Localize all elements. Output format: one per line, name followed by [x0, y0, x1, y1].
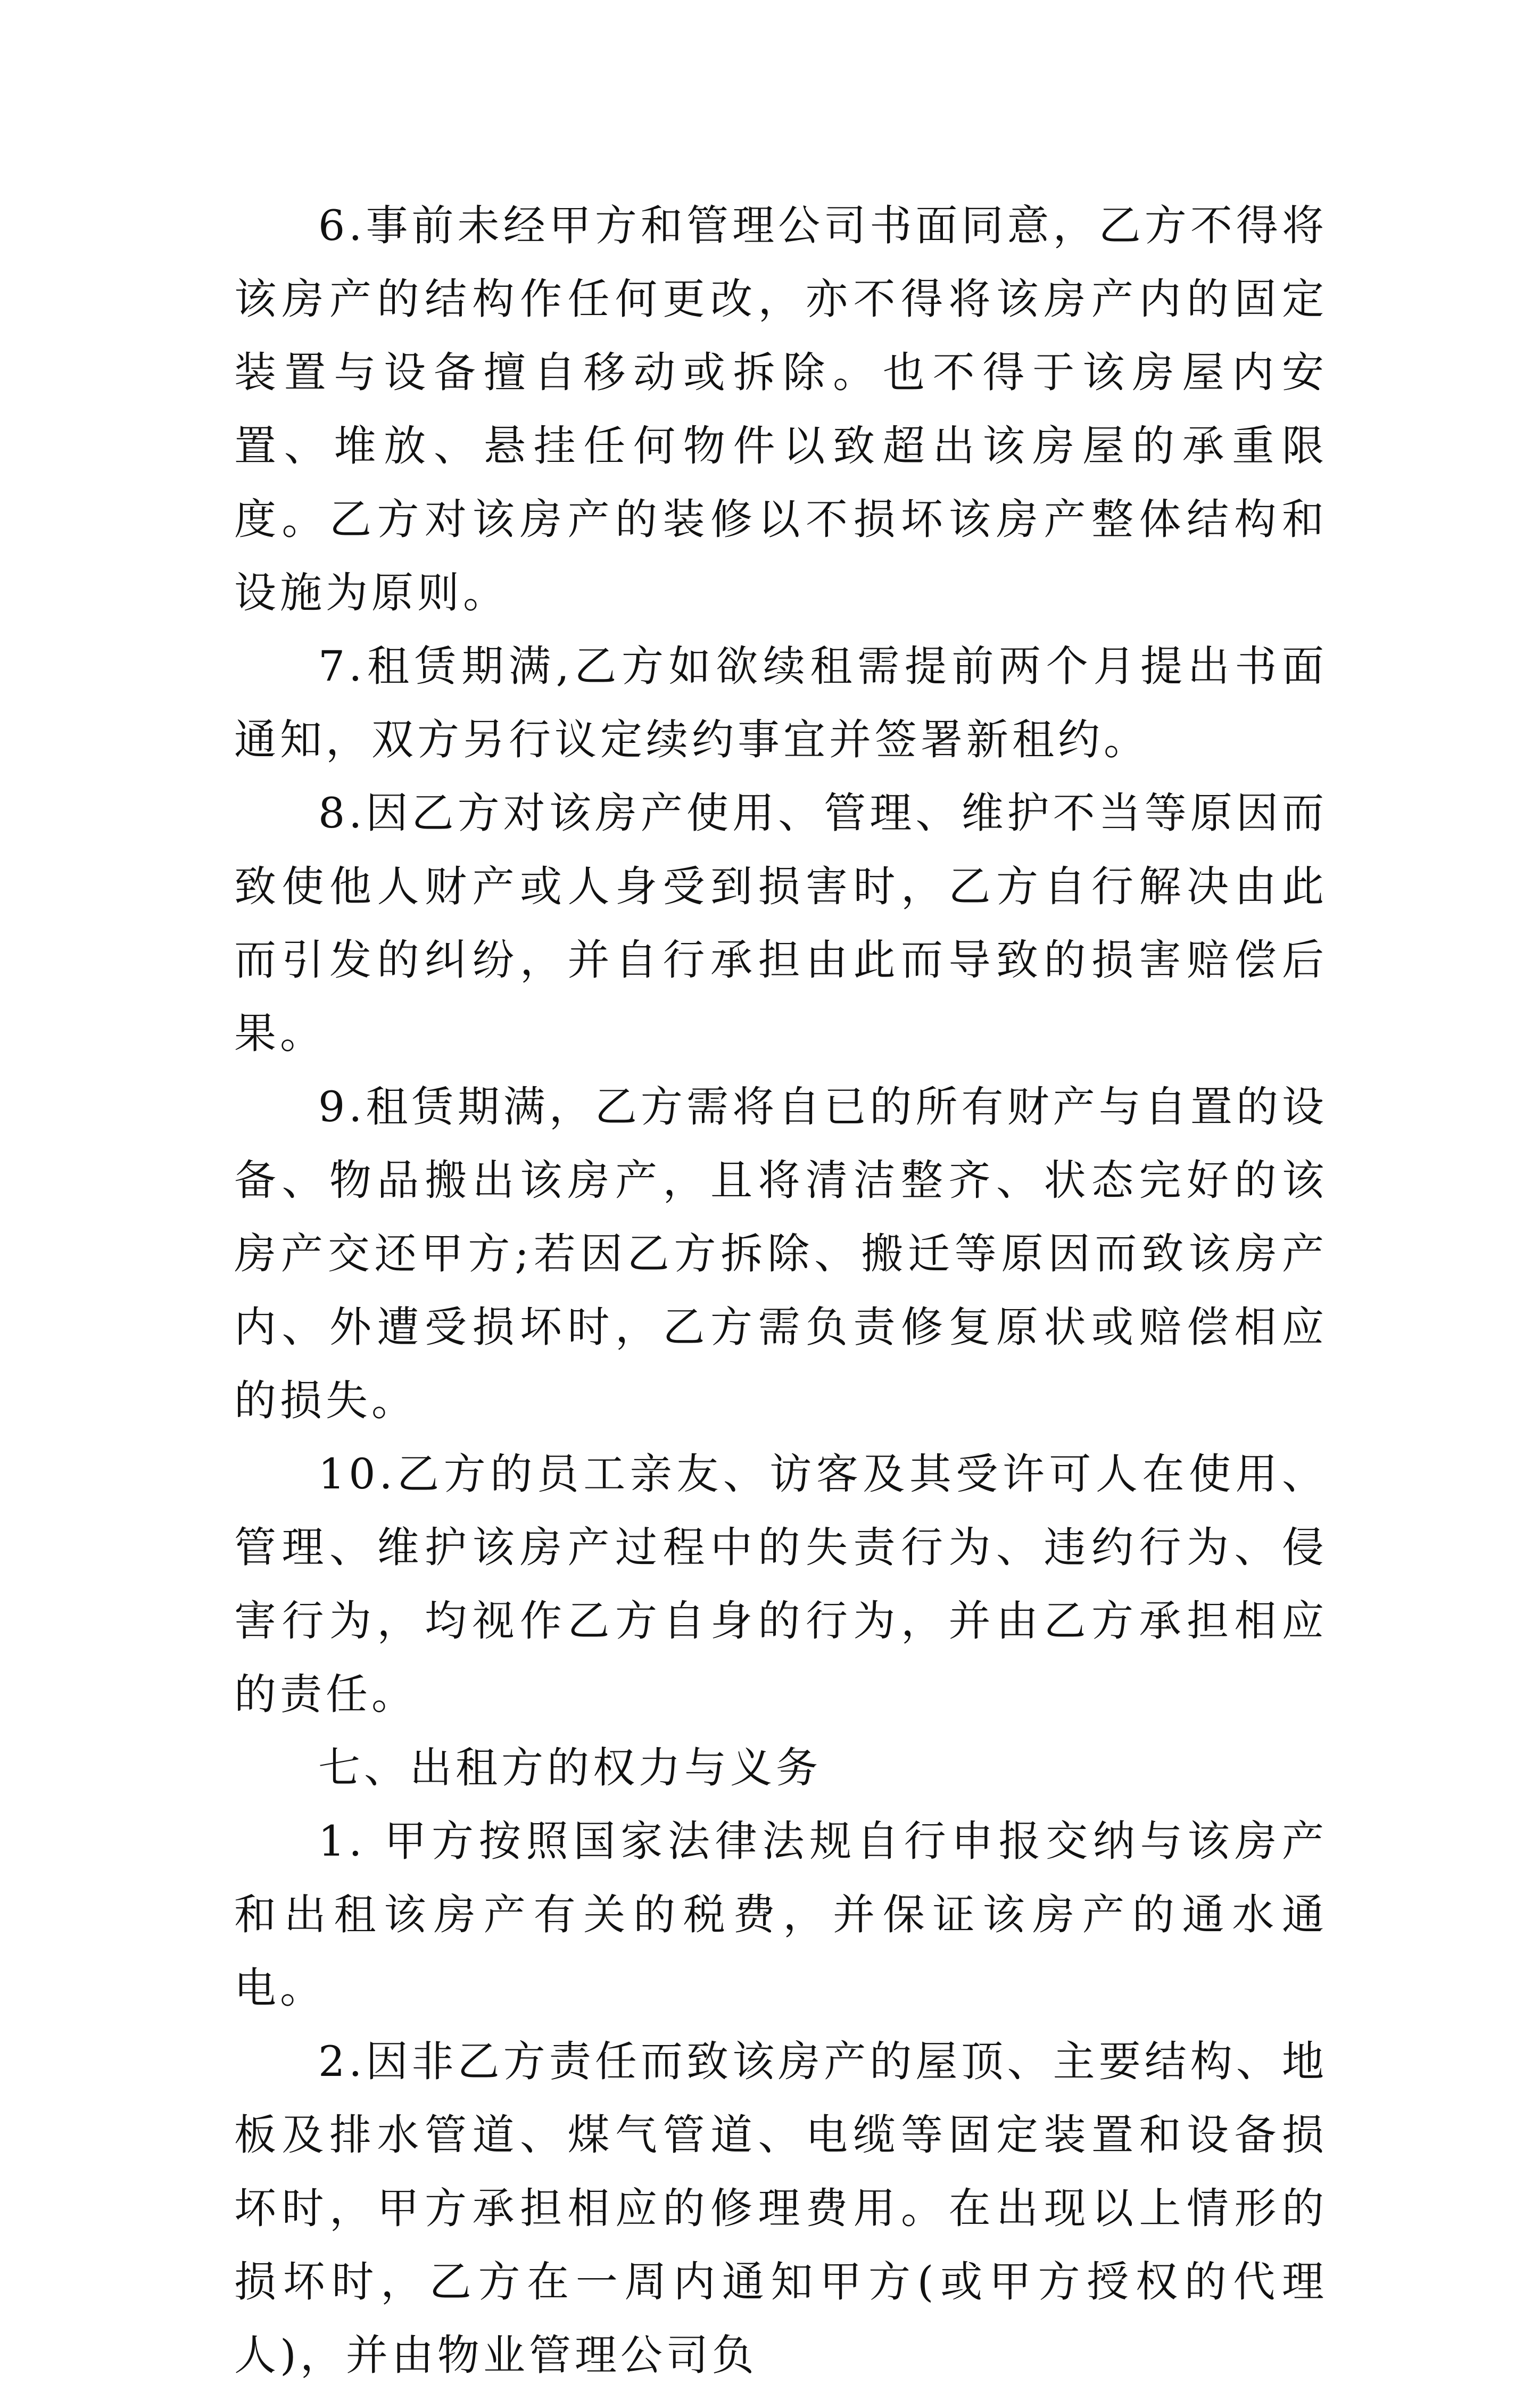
clause-9-paragraph: 9.租赁期满，乙方需将自已的所有财产与自置的设备、物品搬出该房产，且将清洁整齐、状态完好的该房产交还甲方;若因乙方拆除、搬迁等原因而致该房产内、外遭受损坏时，乙方需负责修复原状或赔偿相应的损失。: [234, 1082, 1328, 1425]
clause-8-paragraph: 8.因乙方对该房产使用、管理、维护不当等原因而致使他人财产或人身受到损害时，乙方自行解决由此而引发的纠纷，并自行承担由此而导致的损害赔偿后果。: [234, 789, 1328, 1058]
section-heading-landlord-rights: 七、出租方的权力与义务: [318, 1743, 822, 1792]
clause-7-paragraph: 7.租赁期满,乙方如欲续租需提前两个月提出书面通知，双方另行议定续约事宜并签署新租约。: [234, 642, 1328, 764]
clause-10-paragraph: 10.乙方的员工亲友、访客及其受许可人在使用、管理、维护该房产过程中的失责行为、违约行为、侵害行为，均视作乙方自身的行为，并由乙方承担相应的责任。: [234, 1450, 1328, 1719]
document-body: [234, 189, 1328, 2392]
landlord-clause-1-paragraph: 1. 甲方按照国家法律法规自行申报交纳与该房产和出租该房产有关的税费，并保证该房产的通水通电。: [234, 1817, 1328, 2013]
landlord-clause-2-paragraph: 2.因非乙方责任而致该房产的屋顶、主要结构、地板及排水管道、煤气管道、电缆等固定装置和设备损坏时，甲方承担相应的修理费用。在出现以上情形的损坏时，乙方在一周内通知甲方(或甲方授权的代理人)，并由物业管理公司负: [234, 2037, 1328, 2380]
clause-6-paragraph: 6.事前未经甲方和管理公司书面同意，乙方不得将该房产的结构作任何更改，亦不得将该房产内的固定装置与设备擅自移动或拆除。也不得于该房屋内安置、堆放、悬挂任何物件以致超出该房屋的承重限度。乙方对该房产的装修以不损坏该房产整体结构和设施为原则。: [234, 201, 1328, 617]
